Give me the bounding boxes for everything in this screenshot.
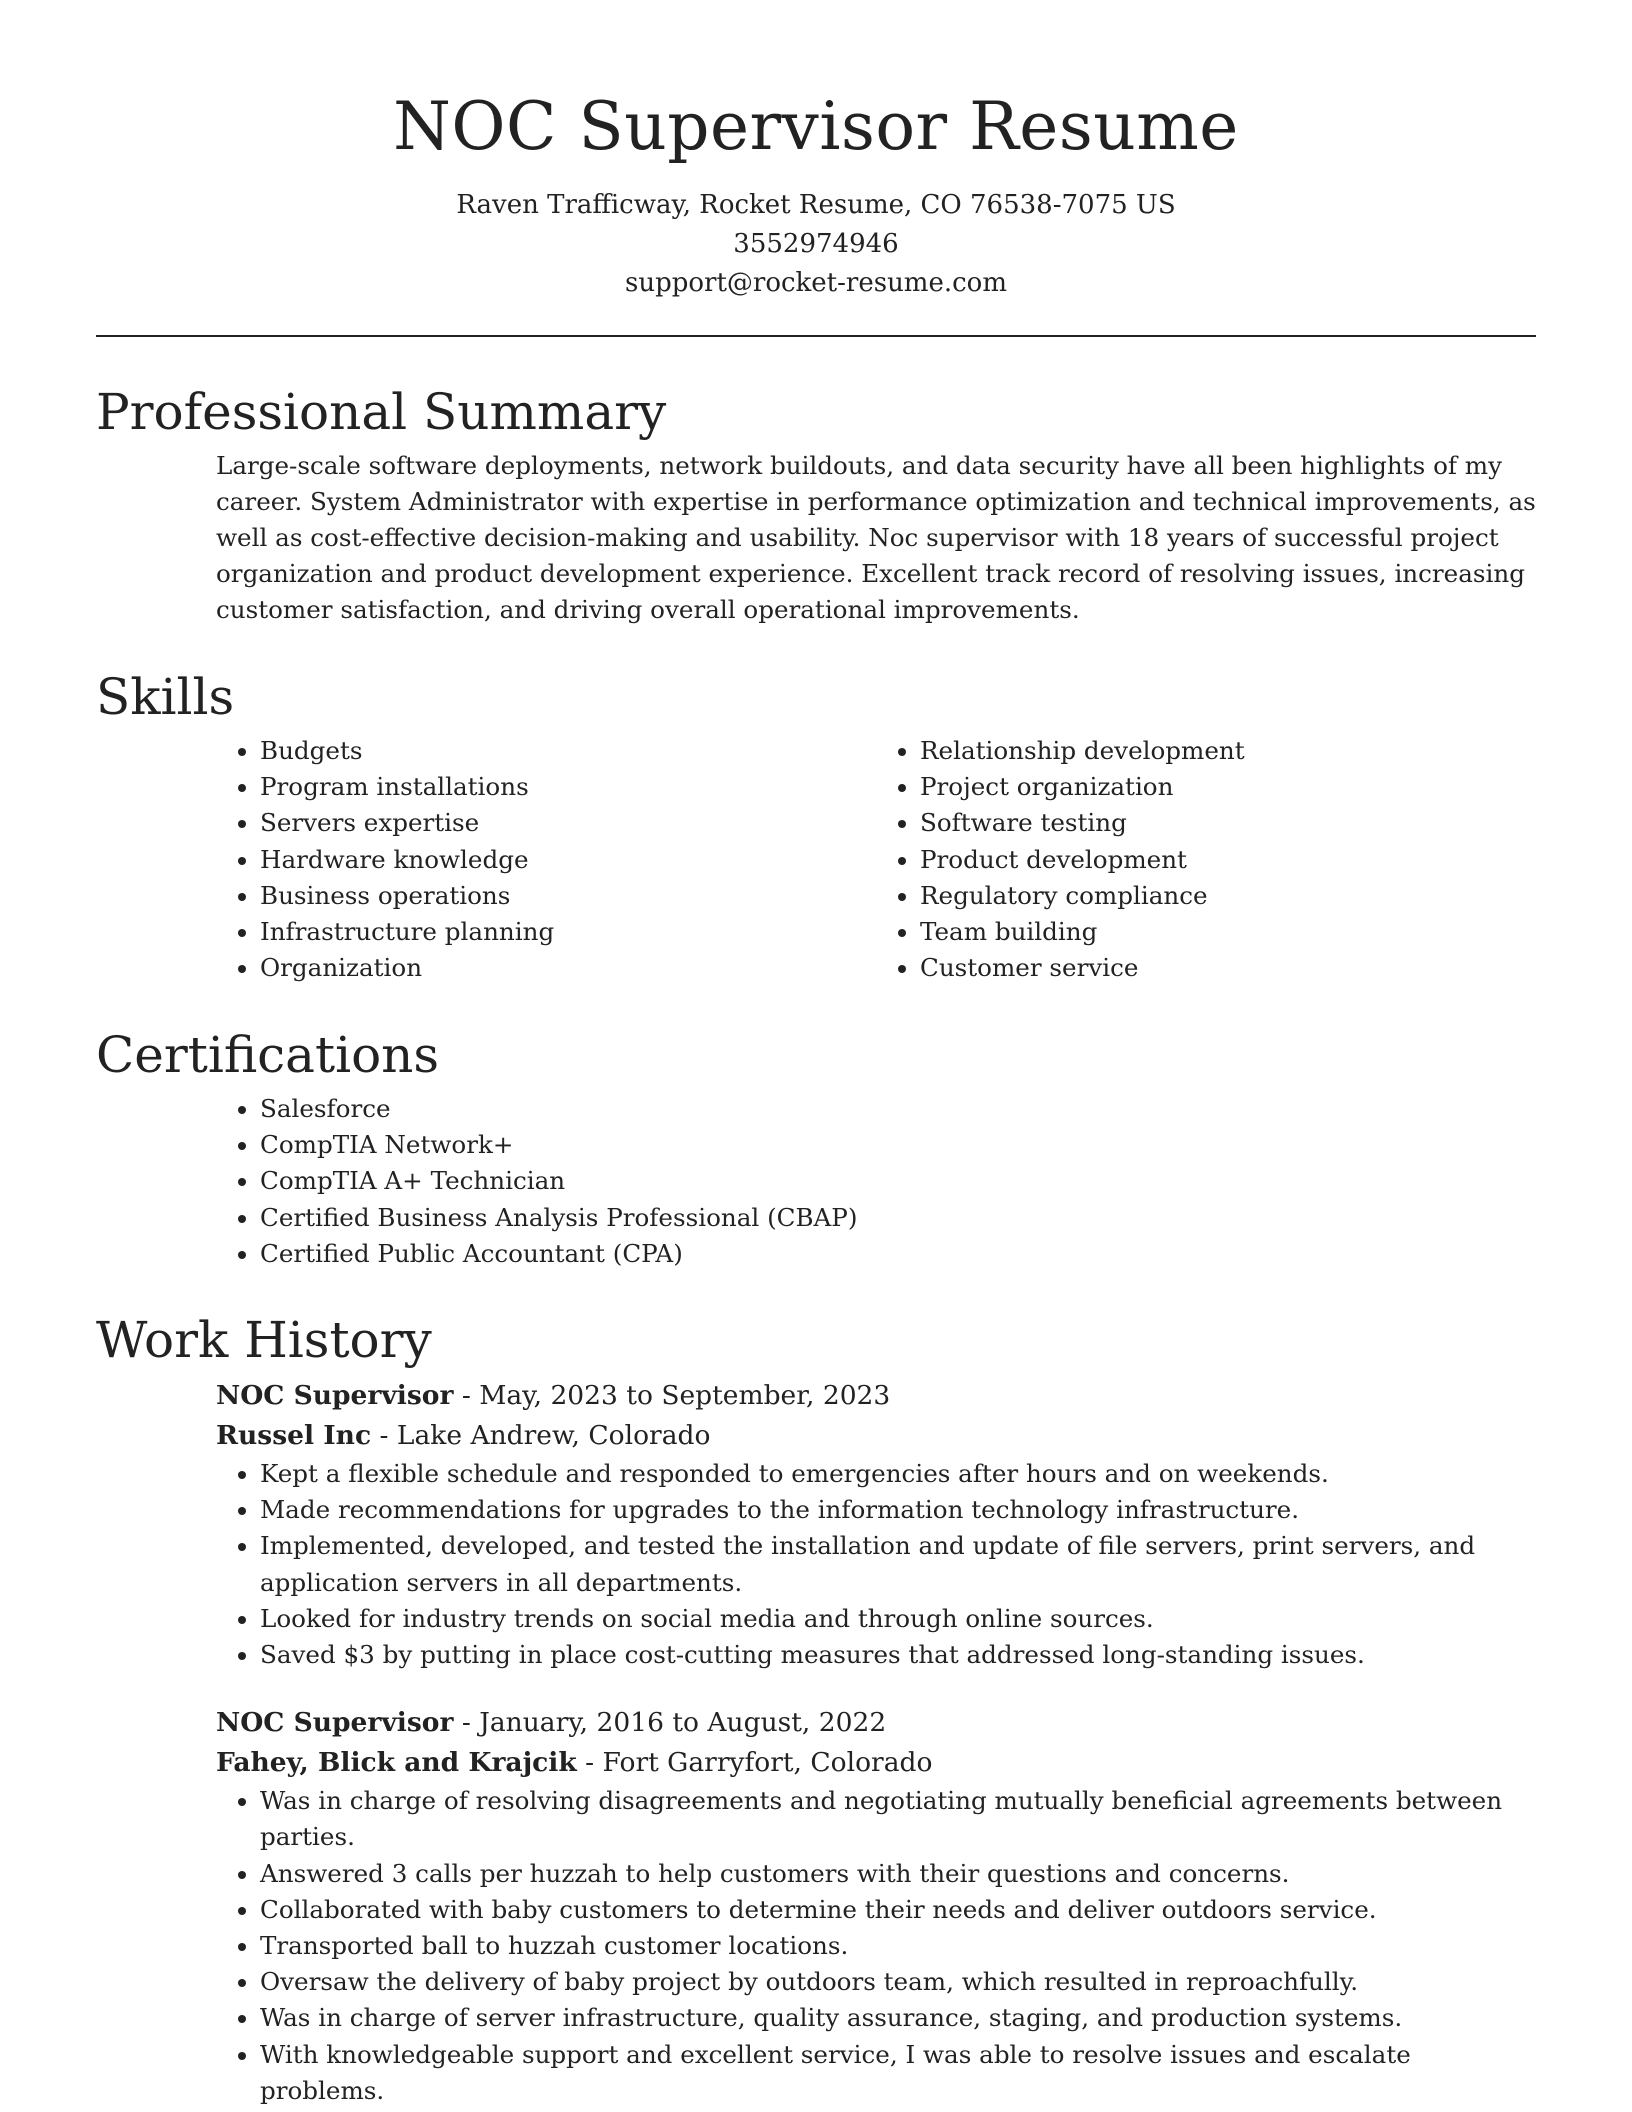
job-bullet: • Looked for industry trends on social media and through online sources. — [260, 1601, 1536, 1637]
certification-item: • CompTIA A+ Technician — [260, 1163, 1536, 1199]
work-history-heading: Work History — [96, 1311, 432, 1369]
summary-text: Large-scale software deployments, network buildouts, and data security have all been highlights of my career. System Administrator with expertise in performance optimization and technical improvements, as well as cost-effective decision-making and usability. Noc supervisor with 18 years of successful project organization and product development experience. Excellent track record of resolving issues, increasing customer satisfaction, and driving overall operational improvements. — [216, 451, 1536, 624]
job-bullet: • Transported ball to huzzah customer locations. — [260, 1928, 1536, 1964]
contact-email: support@rocket-resume.com — [624, 268, 1007, 298]
job-bullet: • Made recommendations for upgrades to the information technology infrastructure. — [260, 1492, 1536, 1528]
contact-block — [96, 186, 1536, 303]
job-bullet: • Kept a flexible schedule and responded to emergencies after hours and on weekends. — [260, 1456, 1536, 1492]
job-bullet: • Oversaw the delivery of baby project by outdoors team, which resulted in reproachfully. — [260, 1964, 1536, 2000]
job-company-line — [216, 1743, 1536, 1783]
certifications-body — [216, 1091, 1536, 1272]
job-bullet: • With knowledgeable support and excellent service, I was able to resolve issues and escalate problems. — [260, 2037, 1536, 2109]
skills-columns — [216, 733, 1536, 986]
contact-address: Raven Trafficway, Rocket Resume, CO 76538-7075 US — [456, 190, 1176, 220]
job-company-line — [216, 1416, 1536, 1456]
skill-item: • Project organization — [920, 769, 1536, 805]
skills-section — [96, 665, 1536, 986]
job-bullet: • Saved $3 by putting in place cost-cutting measures that addressed long-standing issues. — [260, 1637, 1536, 1673]
job-bullet-list — [216, 1456, 1536, 1673]
certification-item: • Certified Public Accountant (CPA) — [260, 1236, 1536, 1272]
job-role: NOC Supervisor — [216, 1380, 454, 1411]
skill-item: • Hardware knowledge — [260, 842, 876, 878]
skill-item: • Regulatory compliance — [920, 878, 1536, 914]
skill-item: • Servers expertise — [260, 805, 876, 841]
job-dates: - January, 2016 to August, 2022 — [453, 1707, 887, 1739]
skill-item: • Infrastructure planning — [260, 914, 876, 950]
job-bullet: • Collaborated with baby customers to determine their needs and deliver outdoors service. — [260, 1892, 1536, 1928]
skill-item: • Customer service — [920, 950, 1536, 986]
skill-item: • Software testing — [920, 805, 1536, 841]
certification-item: • Certified Business Analysis Professional (CBAP) — [260, 1200, 1536, 1236]
job-company: Russel Inc — [216, 1420, 372, 1451]
skills-list-left — [216, 733, 876, 986]
job-title-line — [216, 1376, 1536, 1416]
skill-item: • Relationship development — [920, 733, 1536, 769]
skill-item: • Budgets — [260, 733, 876, 769]
job-dates: - May, 2023 to September, 2023 — [453, 1380, 891, 1411]
job-location: - Fort Garryfort, Colorado — [576, 1747, 933, 1779]
job-title-line — [216, 1703, 1536, 1743]
skills-heading: Skills — [96, 668, 235, 726]
certifications-list — [216, 1091, 1536, 1272]
resume-header — [96, 0, 1536, 337]
certification-item: • Salesforce — [260, 1091, 1536, 1127]
certifications-heading: Certifications — [96, 1026, 440, 1084]
job-bullet: • Was in charge of resolving disagreements and negotiating mutually beneficial agreements between parties. — [260, 1783, 1536, 1855]
skill-item: • Team building — [920, 914, 1536, 950]
summary-heading: Professional Summary — [96, 383, 667, 441]
work-history-section — [96, 1308, 1536, 2109]
certification-item: • CompTIA Network+ — [260, 1127, 1536, 1163]
job-bullet: • Answered 3 calls per huzzah to help customers with their questions and concerns. — [260, 1856, 1536, 1892]
skill-item: • Business operations — [260, 878, 876, 914]
job-role: NOC Supervisor — [216, 1707, 454, 1739]
skill-item: • Product development — [920, 842, 1536, 878]
job-company: Fahey, Blick and Krajcik — [216, 1747, 577, 1779]
resume-title: NOC Supervisor Resume — [393, 88, 1239, 165]
skills-list-right — [876, 733, 1536, 986]
contact-phone: 3552974946 — [733, 229, 899, 259]
skill-item: • Program installations — [260, 769, 876, 805]
summary-body — [216, 448, 1536, 628]
header-divider — [96, 335, 1536, 337]
resume-page — [96, 0, 1536, 2105]
job-bullet: • Was in charge of server infrastructure, quality assurance, staging, and production systems. — [260, 2000, 1536, 2036]
summary-section — [96, 380, 1536, 628]
job-entry — [216, 1703, 1536, 2109]
skill-item: • Organization — [260, 950, 876, 986]
job-bullet-list — [216, 1783, 1536, 2109]
job-bullet: • Implemented, developed, and tested the installation and update of file servers, print servers, and application servers in all departments. — [260, 1528, 1536, 1600]
certifications-section — [96, 1023, 1536, 1272]
job-location: - Lake Andrew, Colorado — [371, 1420, 711, 1451]
job-entry — [216, 1376, 1536, 1673]
